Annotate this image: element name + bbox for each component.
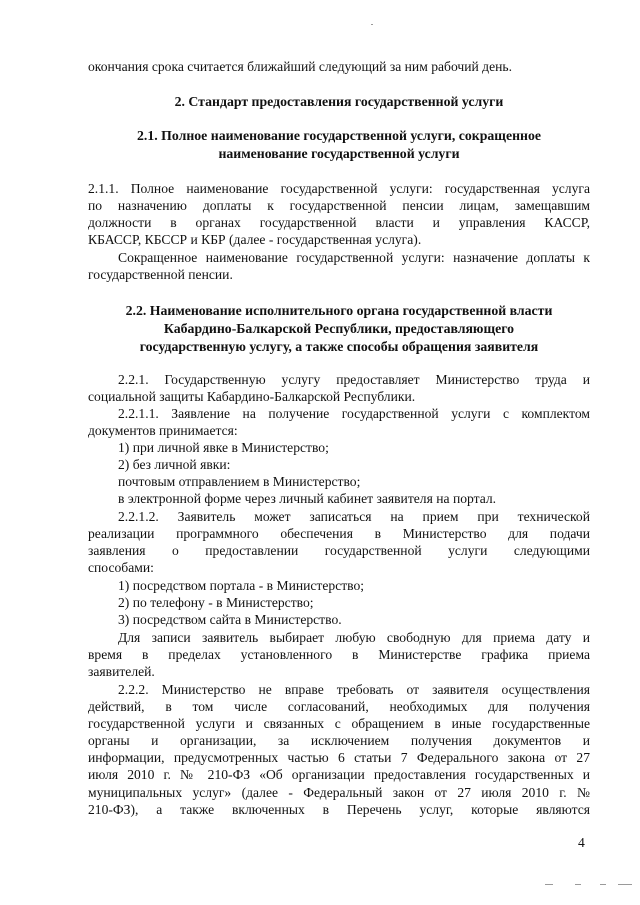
list-item: 3) посредством сайта в Министерство. <box>118 612 342 628</box>
text-line: Для записи заявитель выбирает любую свободную для приема дату и <box>118 630 590 645</box>
submission-list <box>88 439 590 507</box>
text-line: заявления о предоставлении государственной услуги следующими <box>88 543 590 559</box>
paragraph-2-2-1 <box>88 371 590 405</box>
text-line: 2.2.1.1. Заявление на получение государственной услуги с комплектом <box>118 406 590 421</box>
text-line: заявителей. <box>88 664 155 680</box>
list-item: 2) по телефону - в Министерство; <box>118 595 314 611</box>
text-line: государственной пенсии. <box>88 267 233 283</box>
paragraph-short-name <box>88 249 590 283</box>
paragraph-2-2-1-1 <box>88 405 590 439</box>
text-line: действий, в том числе согласований, необходимых для получения <box>88 699 590 715</box>
text-line: социальной защиты Кабардино-Балкарской Республики. <box>88 389 416 405</box>
list-item: 1) посредством портала - в Министерство; <box>118 578 365 593</box>
text-line: КБАССР, КБССР и КБР (далее - государственная услуга). <box>88 232 422 248</box>
text-line: время в пределах установленного в Министерстве графика приема <box>88 647 590 663</box>
section-2-2-title-line: Кабардино-Балкарской Республики, предоставляющего <box>163 321 515 336</box>
text-line: 2.1.1. Полное наименование государственной услуги: государственная услуга <box>88 181 590 196</box>
top-line: окончания срока считается ближайший следующий за ним рабочий день. <box>88 59 513 74</box>
paragraph-2-1-1 <box>88 180 590 248</box>
section-2-title: 2. Стандарт предоставления государственной услуги <box>174 94 504 109</box>
text-line: способами: <box>88 560 154 576</box>
paragraph-booking-choice <box>88 629 590 680</box>
section-2-2-title-line: государственную услугу, а также способы обращения заявителя <box>139 339 539 354</box>
section-2-1-title-line: 2.1. Полное наименование государственной услуги, сокращенное <box>137 128 541 143</box>
text-line: муниципальных услуг» (далее - Федеральный закон от 27 июля 2010 г. № <box>88 784 590 800</box>
page-number: 4 <box>578 835 585 850</box>
text-line: 2.2.1. Государственную услугу предоставляет Министерство труда и <box>118 372 590 387</box>
list-item: 2) без личной явки: <box>118 457 231 473</box>
text-line: государственной услуги и связанных с обращением в иные государственные <box>88 716 590 732</box>
text-line: Сокращенное наименование государственной услуги: назначение доплаты к <box>118 250 590 265</box>
list-item: в электронной форме через личный кабинет заявителя на портал. <box>118 491 497 507</box>
booking-list <box>88 577 590 628</box>
section-2-1-title <box>88 127 590 163</box>
section-2-1-title-line: наименование государственной услуги <box>218 146 460 161</box>
text-line: документов принимается: <box>88 423 238 439</box>
text-line: реализации программного обеспечения в Министерство для подачи <box>88 526 590 542</box>
text-line: 2.2.1.2. Заявитель может записаться на прием при технической <box>118 509 590 524</box>
paragraph-2-2-1-2 <box>88 508 590 576</box>
text-line: информации, предусмотренных частью 6 статьи 7 Федерального закона от 27 <box>88 750 590 766</box>
list-item: 1) при личной явке в Министерство; <box>118 440 329 455</box>
section-2-2-title-line: 2.2. Наименование исполнительного органа государственной власти <box>125 303 553 318</box>
text-line: должности в органах государственной власти и управления КАССР, <box>88 215 590 231</box>
paragraph-2-2-2 <box>88 681 590 818</box>
text-line: июля 2010 г. № 210-ФЗ «Об организации предоставления государственных и <box>88 767 590 783</box>
section-2-2-title <box>88 302 590 356</box>
text-line: органы и организации, за исключением получения документов и <box>88 733 590 749</box>
list-item: почтовым отправлением в Министерство; <box>118 474 361 490</box>
text-line: 210-ФЗ), а также включенных в Перечень услуг, которые являются <box>88 801 590 817</box>
text-line: 2.2.2. Министерство не вправе требовать от заявителя осуществления <box>118 682 590 697</box>
text-line: по назначению доплаты к государственной пенсии лицам, замещавшим <box>88 198 590 214</box>
